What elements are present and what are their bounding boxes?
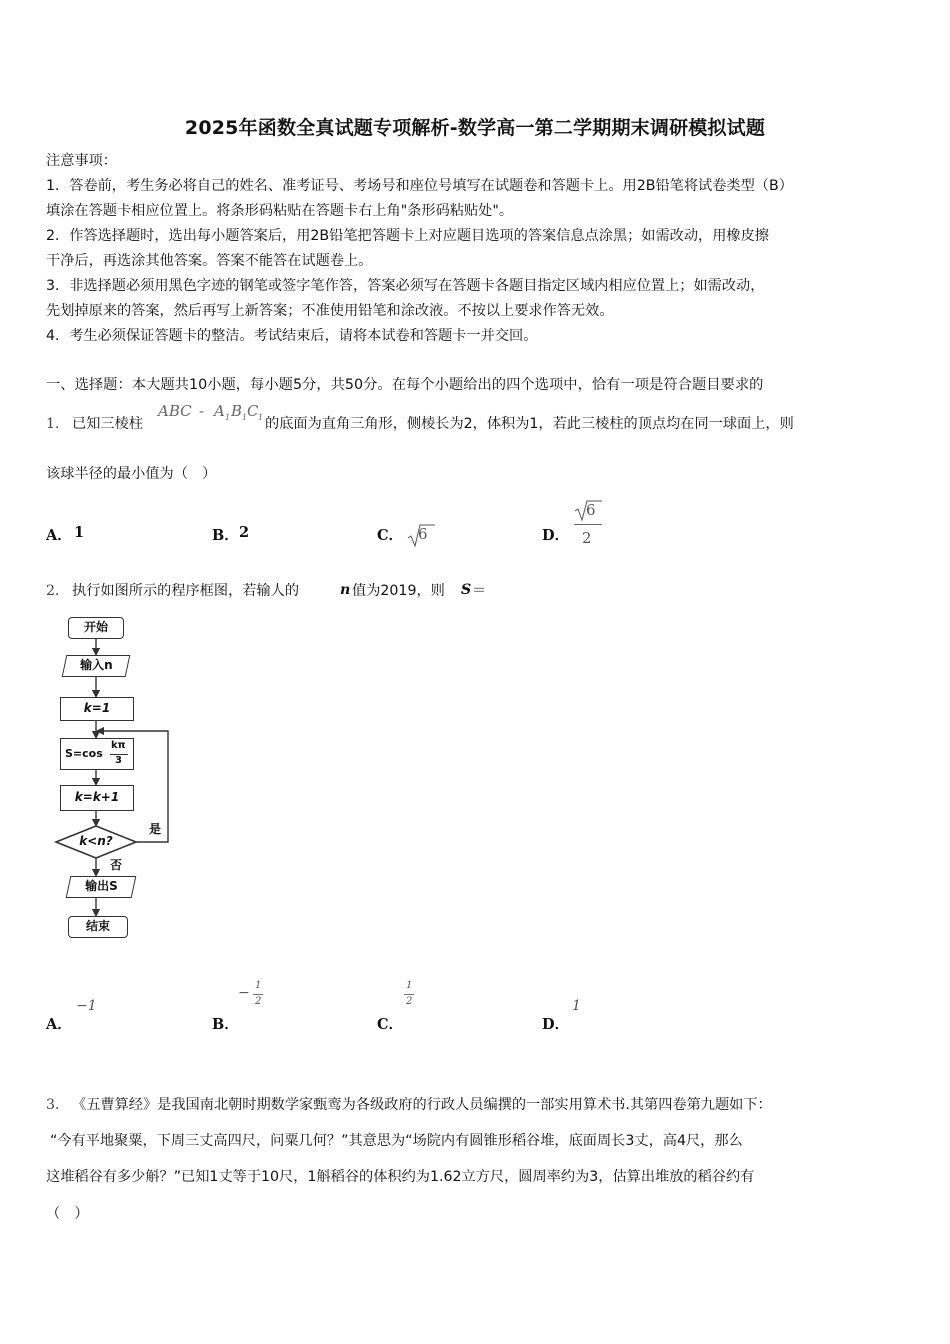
q2-option-b-label: B．	[212, 1016, 239, 1033]
flowchart-init: k=1	[60, 697, 134, 721]
q2-option-a-label: A．	[46, 1016, 72, 1033]
section-heading: 一、选择题：本大题共10小题，每小题5分，共50分。在每个小题给出的四个选项中，恰有一项是符合题目要求的	[46, 377, 764, 393]
notice-line: 3．非选择题必须用黑色字迹的钢笔或签字笔作答，答案必须写在答题卡各题目指定区域内相应位置上；如需改动，	[46, 278, 765, 294]
flowchart-increment: k=k+1	[60, 785, 134, 811]
flowchart-input-label: 输入n	[79, 658, 113, 672]
notice-heading: 注意事项：	[46, 153, 117, 169]
q3-line: “今有平地聚粟，下周三丈高四尺，问粟几何？”其意思为“场院内有圆锥形稻谷堆，底面周长3丈，高4尺，那么	[50, 1133, 743, 1149]
q1-prism-c1: C	[247, 402, 259, 420]
q1-option-a-label: A．	[46, 527, 72, 544]
notice-line: 4．考生必须保证答题卡的整洁。考试结束后，请将本试卷和答题卡一并交回。	[46, 328, 538, 344]
q1-option-d-denominator: 2	[582, 529, 592, 547]
q1-prism-b1: B	[231, 402, 243, 420]
flowchart-assign-prefix: S=cos	[65, 747, 103, 760]
q3-line: （ ）	[46, 1206, 89, 1222]
notice-line: 干净后，再选涂其他答案。答案不能答在试题卷上。	[46, 253, 373, 269]
q1-option-d-numerator: 6	[586, 501, 596, 519]
q2-var-s: S	[461, 582, 472, 598]
q2-text-c: ＝	[472, 583, 487, 599]
fraction-bar	[253, 994, 263, 995]
q1-text-line2: 该球半径的最小值为（ ）	[46, 466, 217, 482]
q1-option-c-label: C．	[377, 527, 404, 544]
q3-number: 3．	[46, 1097, 70, 1113]
flowchart-input	[62, 655, 131, 677]
q2-option-c-denominator: 2	[406, 996, 413, 1007]
q1-prism-abc: ABC	[158, 402, 192, 420]
q2-option-d-label: D．	[542, 1016, 570, 1033]
page-title: 2025年函数全真试题专项解析-数学高一第二学期期末调研模拟试题	[184, 117, 766, 139]
q1-subscript: 1	[258, 413, 264, 422]
q2-option-b-numerator: 1	[255, 980, 262, 991]
flowchart-output-label: 输出S	[84, 879, 118, 893]
flowchart-yes-label: 是	[149, 822, 162, 836]
q1-option-b-label: B．	[212, 527, 239, 544]
notice-line: 2．作答选择题时，选出每小题答案后，用2B铅笔把答题卡上对应题目选项的答案信息点涂黑；如需改动，用橡皮擦	[46, 228, 769, 244]
flowchart-start: 开始	[68, 617, 124, 639]
flowchart-end: 结束	[68, 916, 128, 938]
q3-line: 这堆稻谷有多少斛？”已知1丈等于10尺，1斛稻谷的体积约为1.62立方尺，圆周率约为3，估算出堆放的稻谷约有	[46, 1169, 755, 1185]
q1-number: 1．	[46, 416, 70, 432]
q2-text-b: 值为2019，则	[352, 583, 445, 599]
q2-option-b-sign: −	[238, 985, 250, 1001]
q2-option-b-denominator: 2	[255, 996, 262, 1007]
q1-subscript: 1	[225, 413, 231, 422]
q2-option-c-label: C．	[377, 1016, 404, 1033]
q1-option-a-value: 1	[74, 524, 85, 541]
flowchart	[44, 608, 194, 948]
notice-line: 1．答卷前，考生务必将自己的姓名、准考证号、考场号和座位号填写在试题卷和答题卡上。用2B铅笔将试卷类型（B）	[46, 178, 793, 194]
fraction-bar	[574, 524, 602, 525]
q1-prism-a1: A	[214, 402, 225, 420]
q2-number: 2．	[46, 583, 70, 599]
q2-text-a: 执行如图所示的程序框图，若输人的	[72, 583, 300, 599]
q1-option-d-label: D．	[542, 527, 570, 544]
flowchart-no-label: 否	[110, 858, 123, 872]
q1-subscript: 1	[242, 413, 248, 422]
q2-option-c-numerator: 1	[406, 980, 413, 991]
fraction-bar	[404, 994, 414, 995]
q1-text-after: 的底面为直角三角形，侧棱长为2，体积为1，若此三棱柱的顶点均在同一球面上，则	[265, 416, 794, 432]
q1-prism-dash: -	[199, 402, 205, 420]
notice-line: 填涂在答题卡相应位置上。将条形码粘贴在答题卡右上角"条形码粘贴处"。	[46, 203, 514, 219]
flowchart-assign-numerator: kπ	[111, 740, 126, 751]
q1-text-before: 已知三棱柱	[72, 416, 143, 432]
flowchart-assign	[60, 738, 134, 770]
q1-option-b-value: 2	[239, 524, 250, 541]
q2-option-d-value: 1	[572, 998, 581, 1014]
q1-option-c-value: 6	[418, 525, 428, 543]
flowchart-condition: k<n?	[79, 834, 113, 848]
flowchart-output	[66, 876, 137, 898]
q3-line: 《五曹算经》是我国南北朝时期数学家甄鸾为各级政府的行政人员编撰的一部实用算术书.其第四卷第九题如下：	[72, 1097, 772, 1113]
notice-line: 先划掉原来的答案，然后再写上新答案；不准使用铅笔和涂改液。不按以上要求作答无效。	[46, 303, 614, 319]
flowchart-assign-denominator: 3	[115, 755, 122, 766]
q2-option-a-value: −1	[76, 998, 97, 1014]
q2-var-n: n	[340, 582, 351, 598]
